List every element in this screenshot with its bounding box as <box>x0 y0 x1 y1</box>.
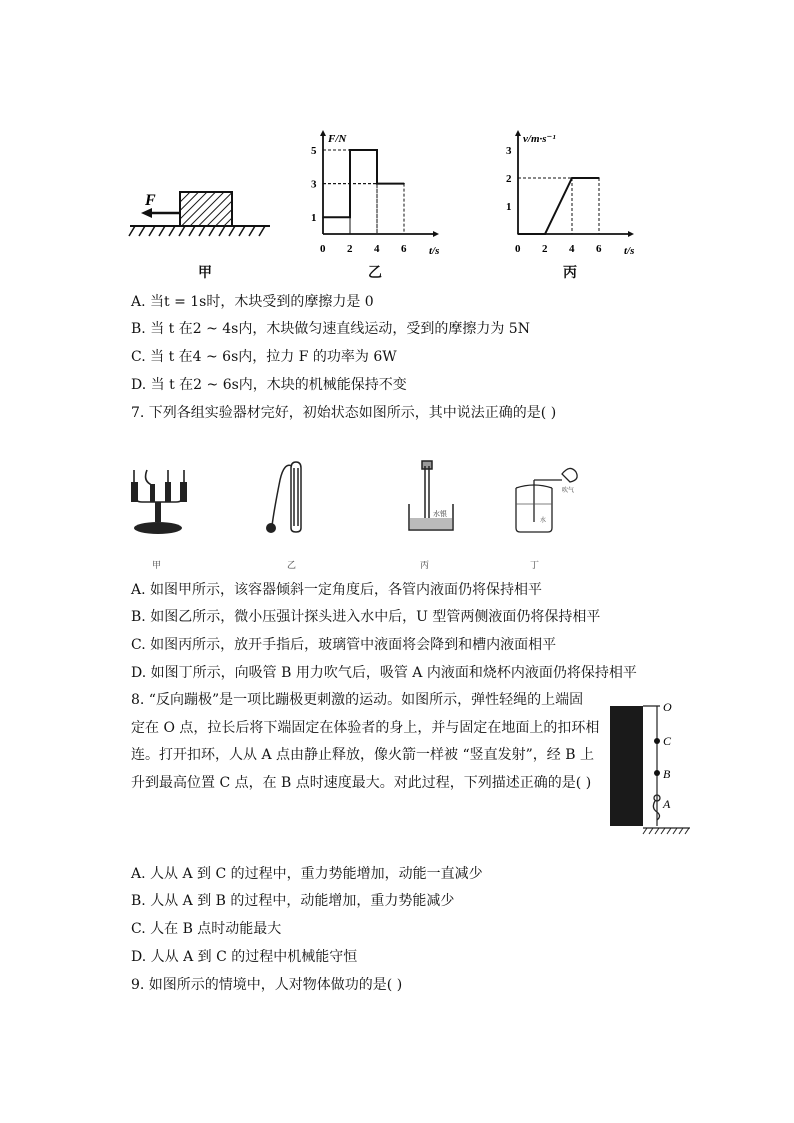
q8-option-c: C. 人在 B 点时动能最大 <box>131 921 282 937</box>
velocity-time-chart <box>500 122 650 257</box>
velocity-chart-x-tick-label: 6 <box>596 243 602 255</box>
force-chart-x-tick-label: 0 <box>320 243 326 255</box>
q7-option-b: B. 如图乙所示，微小压强计探头进入水中后，U 型管两侧液面仍将保持相平 <box>131 609 601 625</box>
velocity-chart-x-tick-label: 4 <box>569 243 575 255</box>
velocity-chart-data-point <box>571 177 573 179</box>
velocity-chart-x-tick-label: 2 <box>542 243 548 255</box>
velocity-chart-y-tick-label: 3 <box>506 145 512 157</box>
point-label-a: A <box>663 797 671 811</box>
q6-option-a: A. 当t = 1s时，木块受到的摩擦力是 0 <box>131 294 374 310</box>
velocity-chart-data-point <box>598 177 600 179</box>
figure-caption-jia: 甲 <box>198 265 212 281</box>
point-label-b: B <box>663 767 671 781</box>
q9-stem: 9. 如图所示的情境中，人对物体做功的是( ) <box>131 977 403 993</box>
velocity-chart-x-tick-label: 0 <box>515 243 521 255</box>
figure-caption-ding-q7: 丁 <box>530 561 540 571</box>
point-label-o: O <box>663 700 672 714</box>
mercury-label: 水银 <box>433 510 447 518</box>
figure-caption-yi-q7: 乙 <box>287 561 297 571</box>
q7-option-c: C. 如图丙所示，放开手指后，玻璃管中液面将会降到和槽内液面相平 <box>131 637 557 653</box>
force-chart-x-arrow <box>433 231 439 237</box>
point-label-c: C <box>663 734 672 748</box>
force-chart-y-tick-label: 1 <box>311 212 317 225</box>
figure-caption-yi: 乙 <box>368 265 382 281</box>
wooden-block <box>180 192 232 226</box>
velocity-chart-series-line <box>518 178 599 234</box>
force-chart-x-tick-label: 4 <box>374 243 380 255</box>
blowing-straw-figure <box>510 460 585 535</box>
velocity-chart-x-arrow <box>628 231 634 237</box>
velocity-chart-ylabel: v/m·s⁻¹ <box>523 133 556 145</box>
water-label: 水 <box>540 518 547 524</box>
q7-stem: 7. 下列各组实验器材完好，初始状态如图所示，其中说法正确的是( ) <box>131 405 557 421</box>
force-chart-data-point <box>376 183 378 185</box>
q7-option-a: A. 如图甲所示，该容器倾斜一定角度后，各管内液面仍将保持相平 <box>131 582 543 598</box>
q6-option-b: B. 当 t 在2 ~ 4s内，木块做匀速直线运动，受到的摩擦力为 5N <box>131 321 530 337</box>
figure-caption-bing-q7: 丙 <box>420 561 430 571</box>
force-chart-xlabel: t/s <box>429 245 440 257</box>
velocity-chart-y-arrow <box>515 130 521 136</box>
figure-caption-bing: 丙 <box>563 265 577 281</box>
force-chart-y-tick-label: 3 <box>311 178 317 191</box>
block-force-figure <box>125 180 275 245</box>
force-chart-y-tick-label: 5 <box>311 145 317 157</box>
force-chart-data-point <box>349 149 351 151</box>
q6-option-d: D. 当 t 在2 ~ 6s内，木块的机械能保持不变 <box>131 377 407 393</box>
connected-vessels-figure <box>128 462 190 537</box>
q8-option-b: B. 人从 A 到 B 的过程中，动能增加，重力势能减少 <box>131 893 455 909</box>
q8-stem-line-1: 8. “反向蹦极”是一项比蹦极更刺激的运动。如图所示，弹性轻绳的上端固 <box>131 692 584 708</box>
force-chart-x-tick-label: 6 <box>401 243 407 255</box>
q7-option-d: D. 如图丁所示，向吸管 B 用力吹气后，吸管 A 内液面和烧杯内液面仍将保持相平 <box>131 665 637 681</box>
force-chart-data-point <box>403 183 405 185</box>
velocity-chart-data-point <box>517 233 519 235</box>
force-chart-ylabel: F/N <box>328 133 347 145</box>
force-time-chart <box>305 122 455 257</box>
reverse-bungee-figure <box>605 698 695 838</box>
force-chart-x-tick-label: 2 <box>347 243 353 255</box>
q8-option-d: D. 人从 A 到 C 的过程中机械能守恒 <box>131 949 358 965</box>
figure-caption-jia-q7: 甲 <box>152 561 162 571</box>
force-chart-data-point <box>349 216 351 218</box>
torricelli-figure <box>403 458 463 538</box>
q8-stem-line-3: 连。打开扣环，人从 A 点由静止释放，像火箭一样被 “竖直发射”，经 B 上 <box>131 747 594 763</box>
force-chart-y-arrow <box>320 130 326 136</box>
force-chart-data-point <box>322 216 324 218</box>
pressure-gauge-figure <box>262 460 312 535</box>
q8-stem-line-4: 升到最高位置 C 点，在 B 点时速度最大。对此过程，下列描述正确的是( ) <box>131 775 592 791</box>
blow-label: 吹气 <box>562 488 575 494</box>
q8-stem-line-2: 定在 O 点，拉长后将下端固定在体验者的身上，并与固定在地面上的扣环相 <box>131 720 600 736</box>
q6-option-c: C. 当 t 在4 ~ 6s内，拉力 F 的功率为 6W <box>131 349 397 365</box>
velocity-chart-y-tick-label: 1 <box>506 201 512 213</box>
force-label: F <box>145 192 156 209</box>
q8-option-a: A. 人从 A 到 C 的过程中，重力势能增加，动能一直减少 <box>131 866 483 882</box>
velocity-chart-y-tick-label: 2 <box>506 173 512 185</box>
wall <box>610 706 643 826</box>
force-chart-data-point <box>376 149 378 151</box>
velocity-chart-xlabel: t/s <box>624 245 635 257</box>
velocity-chart-data-point <box>544 233 546 235</box>
